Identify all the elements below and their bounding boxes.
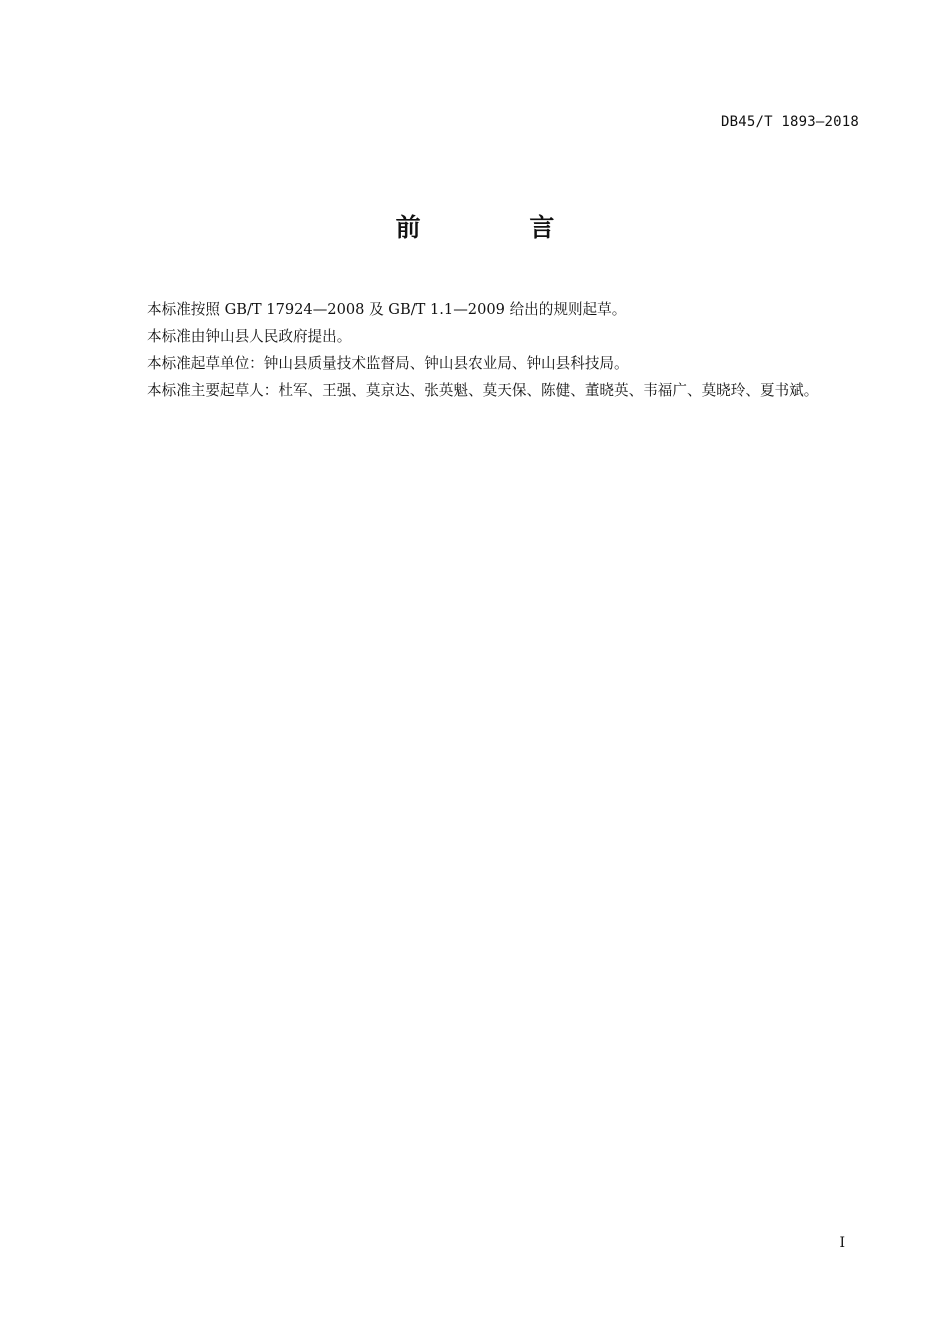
paragraph-drafting-rules: 本标准按照 GB/T 17924—2008 及 GB/T 1.1—2009 给出的规则起草。: [147, 301, 627, 318]
page-title: 前 言: [395, 213, 605, 242]
paragraph-drafting-units: 本标准起草单位：钟山县质量技术监督局、钟山县农业局、钟山县科技局。: [147, 355, 629, 372]
foreword-body: [114, 296, 856, 404]
document-code: DB45/T 1893—2018: [720, 114, 859, 130]
page-number: I: [839, 1235, 845, 1251]
paragraph-drafters: 本标准主要起草人：杜军、王强、莫京达、张英魁、莫天保、陈健、董晓英、韦福广、莫晓玲、夏书斌。: [147, 382, 819, 399]
paragraph-proposer: 本标准由钟山县人民政府提出。: [147, 328, 352, 345]
